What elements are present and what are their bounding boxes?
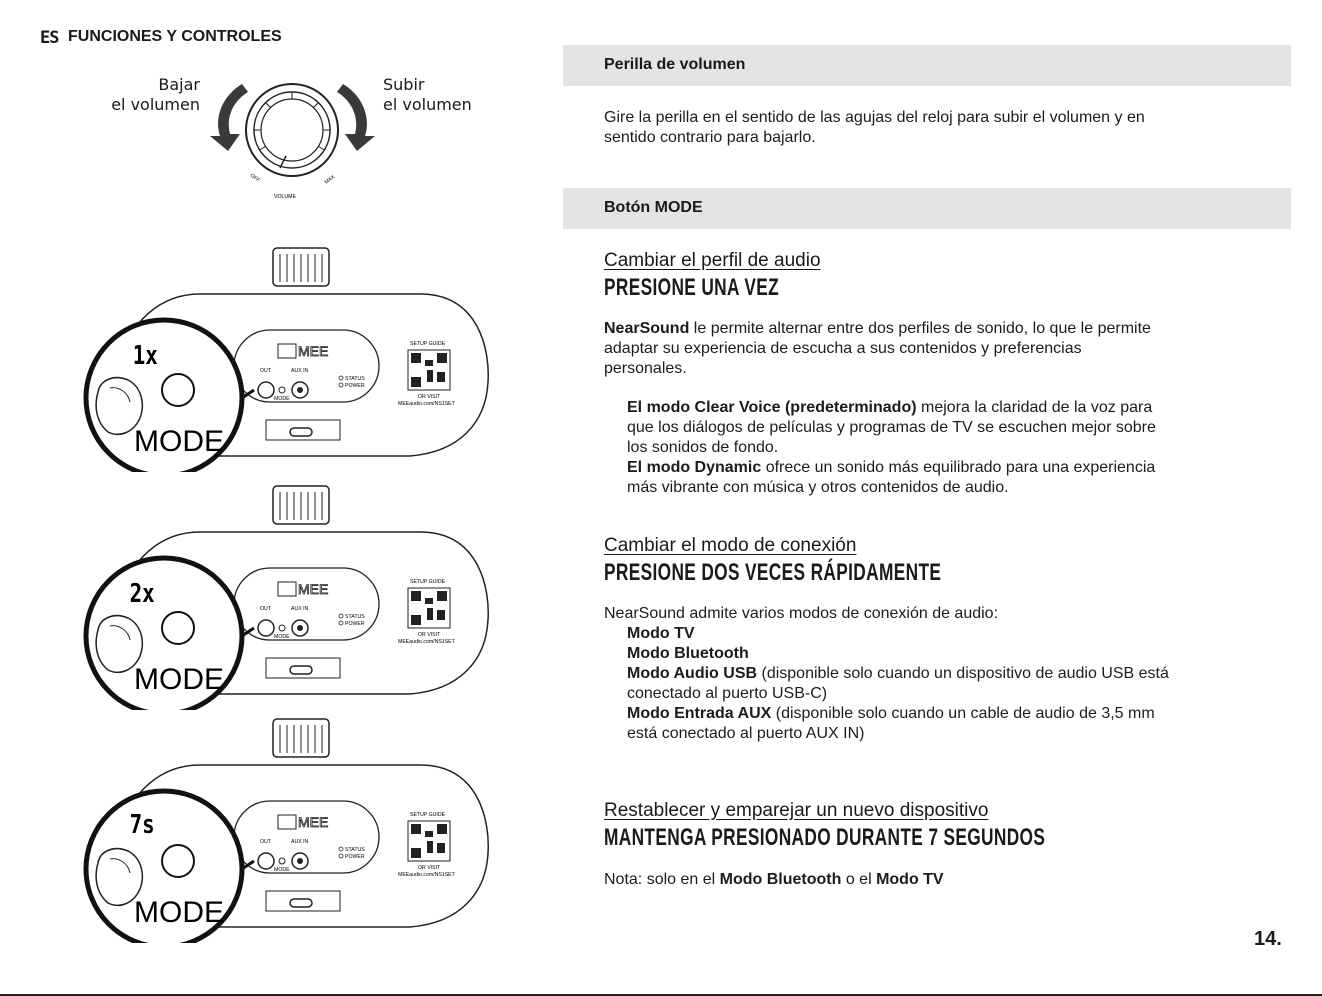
out-label: OUT bbox=[260, 839, 271, 845]
status-label: STATUS bbox=[345, 376, 365, 382]
volume-down-label: Bajar el volumen bbox=[111, 75, 200, 114]
step-label: 2x bbox=[129, 577, 155, 609]
power-label: POWER bbox=[345, 854, 365, 860]
setup-guide-label: SETUP GUIDE bbox=[410, 579, 446, 585]
setup-guide-label: SETUP GUIDE bbox=[410, 812, 446, 818]
power-label: POWER bbox=[345, 383, 365, 389]
profile-intro: NearSound le permite alternar entre dos perfiles de sonido, lo que le permite adaptar su experiencia de escucha a sus contenidos y preferencias personales. bbox=[604, 320, 1151, 377]
step-label: 7s bbox=[129, 808, 155, 840]
profile-modes-list: El modo Clear Voice (predeterminado) mejora la claridad de la voz para que los diálogos de películas y programas de TV se escuchen mejor sobre los sonidos de fondo. El modo Dynamic ofrece un sonido más equilibrado para una experiencia más vibrante con música y otros contenidos de audio. bbox=[627, 399, 1156, 496]
heading-reset: Restablecer y emparejar un nuevo dispositivo bbox=[604, 800, 989, 821]
url-label: MEEaudio.com/NS1SET bbox=[398, 401, 455, 407]
clockwise-arrow-icon bbox=[337, 84, 375, 151]
brand-logo: MEE bbox=[298, 814, 329, 830]
language-code: ES bbox=[40, 28, 59, 48]
device-illustration-step3 bbox=[80, 713, 500, 943]
device-illustration-step2 bbox=[80, 480, 500, 710]
status-label: STATUS bbox=[345, 847, 365, 853]
brand-logo: MEE bbox=[298, 343, 329, 359]
page-number: 14. bbox=[1254, 928, 1282, 950]
aux-label: AUX IN bbox=[291, 839, 309, 845]
device-illustration-step1 bbox=[80, 242, 500, 472]
step-label: 1x bbox=[132, 339, 158, 371]
or-visit-label: OR VISIT bbox=[418, 394, 441, 400]
counterclockwise-arrow-icon bbox=[210, 84, 248, 151]
heading-connection: Cambiar el modo de conexión bbox=[604, 535, 857, 556]
mode-small-label: MODE bbox=[274, 634, 290, 640]
section-title-volume: Perilla de volumen bbox=[604, 56, 746, 73]
section-title-mode: Botón MODE bbox=[604, 199, 703, 216]
out-label: OUT bbox=[260, 606, 271, 612]
volume-knob-illustration bbox=[200, 76, 385, 206]
aux-label: AUX IN bbox=[291, 368, 309, 374]
mode-big-label: MODE bbox=[134, 663, 224, 696]
action-reset: MANTENGA PRESIONADO DURANTE 7 SEGUNDOS bbox=[604, 824, 1046, 851]
url-label: MEEaudio.com/NS1SET bbox=[398, 639, 455, 645]
mode-big-label: MODE bbox=[134, 896, 224, 929]
connection-list: NearSound admite varios modos de conexión de audio: Modo TV Modo Bluetooth Modo Audio USB (disponible solo cuando un dispositivo de audio USB está conectado al puerto USB-C) Modo Entrada AUX (disponible solo cuando un cable de audio de 3,5 mm está conectado al puerto AUX IN) bbox=[604, 605, 1169, 742]
setup-guide-label: SETUP GUIDE bbox=[410, 341, 446, 347]
action-connection: PRESIONE DOS VECES RÁPIDAMENTE bbox=[604, 559, 942, 586]
page-title: FUNCIONES Y CONTROLES bbox=[68, 28, 282, 45]
reset-note: Nota: solo en el Modo Bluetooth o el Modo TV bbox=[604, 871, 944, 888]
power-label: POWER bbox=[345, 621, 365, 627]
aux-label: AUX IN bbox=[291, 606, 309, 612]
action-profile: PRESIONE UNA VEZ bbox=[604, 274, 780, 301]
knob-off-label: OFF bbox=[248, 172, 261, 184]
status-label: STATUS bbox=[345, 614, 365, 620]
or-visit-label: OR VISIT bbox=[418, 632, 441, 638]
knob-max-label: MAX bbox=[323, 174, 337, 186]
mode-small-label: MODE bbox=[274, 396, 290, 402]
out-label: OUT bbox=[260, 368, 271, 374]
mode-big-label: MODE bbox=[134, 425, 224, 458]
volume-up-label: Subir el volumen bbox=[383, 75, 472, 114]
volume-description: Gire la perilla en el sentido de las agujas del reloj para subir el volumen y en sentido contrario para bajarlo. bbox=[604, 109, 1145, 146]
brand-logo: MEE bbox=[298, 581, 329, 597]
heading-profile: Cambiar el perfil de audio bbox=[604, 250, 821, 271]
or-visit-label: OR VISIT bbox=[418, 865, 441, 871]
knob-caption: VOLUME bbox=[274, 194, 296, 200]
url-label: MEEaudio.com/NS1SET bbox=[398, 872, 455, 878]
mode-small-label: MODE bbox=[274, 867, 290, 873]
